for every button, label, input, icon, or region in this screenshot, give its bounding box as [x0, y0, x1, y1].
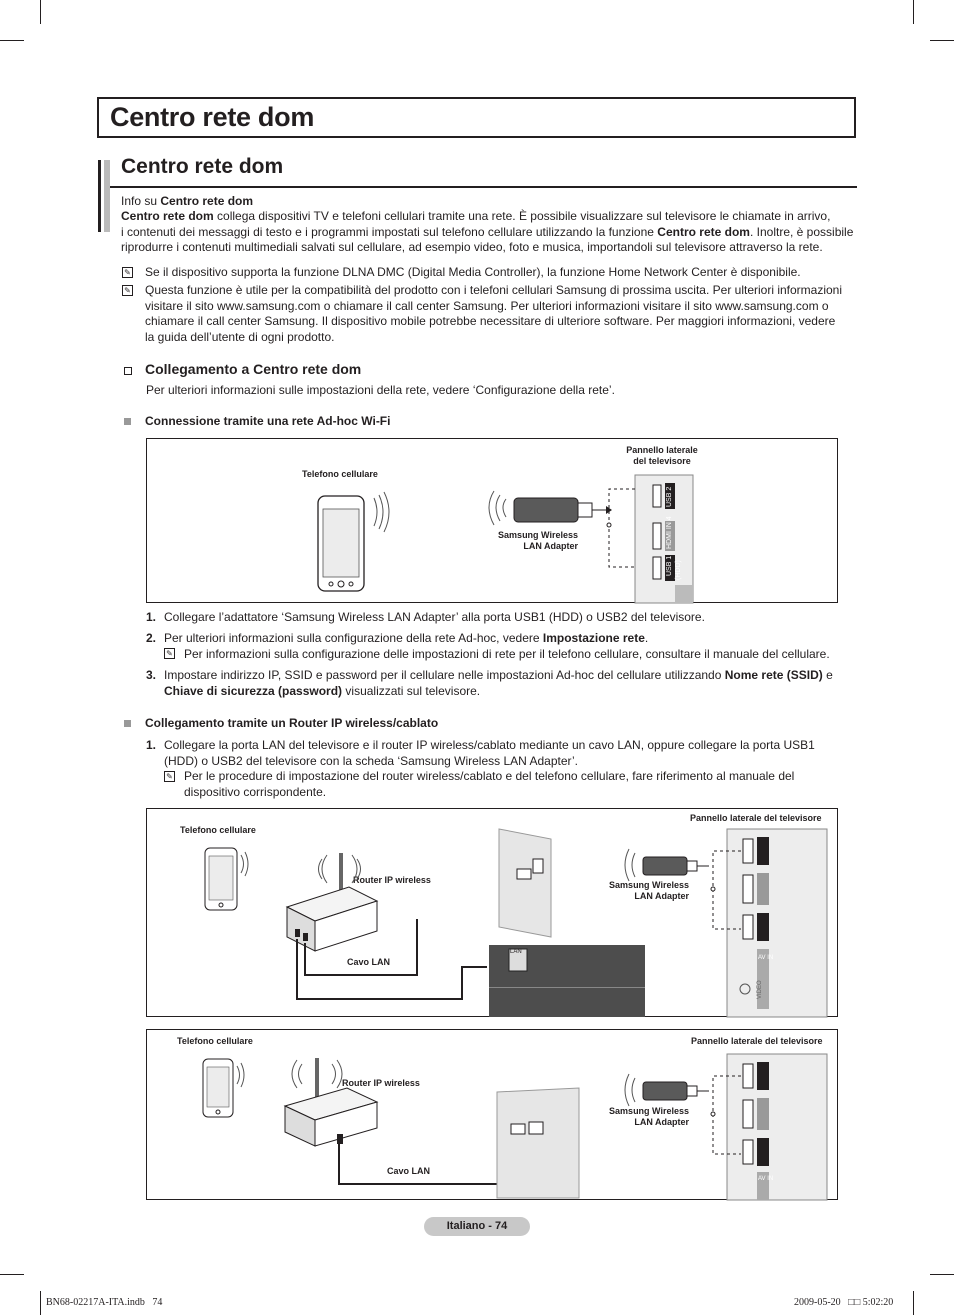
- info-para-line2-bold: Centro rete dom: [657, 224, 750, 239]
- step-number: 1.: [146, 738, 157, 752]
- note-2-line: visitare il sito www.samsung.com o chiamare il call center Samsung. Per ulteriori informazioni visitare il sito www.samsung.com o: [145, 298, 829, 313]
- note-1: Se il dispositivo supporta la funzione DLNA DMC (Digital Media Controller), la funzione Home Network Center è disponibile.: [145, 265, 801, 279]
- router-diagram-2: [146, 1029, 838, 1200]
- note-2-line: Questa funzione è utile per la compatibilità del prodotto con i telefoni cellulari Samsung di prossima uscita. Per ulteriori informazioni: [145, 283, 843, 297]
- section-title: Centro rete dom: [121, 155, 284, 178]
- router-step-1: [164, 738, 864, 769]
- router-note-line: Per le procedure di impostazione del router wireless/cablato e del telefono cellulare, fare riferimento al manuale del: [184, 769, 795, 783]
- tv-side-panel: [705, 829, 835, 1017]
- section-bar: [98, 160, 101, 232]
- router-label: Router IP wireless: [353, 875, 431, 885]
- adhoc-title: Connessione tramite una rete Ad-hoc Wi-Fi: [145, 414, 391, 428]
- panel-label: Pannello laterale del televisore: [691, 1036, 823, 1046]
- adhoc-step-3-end: e: [822, 668, 833, 682]
- info-para-line2: i contenuti dei messaggi di testo e i programmi impostati sul telefono cellulare utilizzando la funzione: [121, 224, 658, 239]
- adhoc-step-3-bold: Nome rete (SSID): [724, 668, 823, 682]
- info-para-line1: collega dispositivi TV e telefoni cellulari tramite una rete. È possibile visualizzare sul televisore le chiamate in arrivo,: [213, 209, 831, 223]
- info-para-line2-end: . Inoltre, è possibile: [749, 224, 854, 239]
- router-diagram-1: [146, 808, 838, 1017]
- adhoc-step-2-end: .: [644, 631, 649, 645]
- header-title: Centro rete dom: [110, 102, 315, 132]
- adapter-label-line: LAN Adapter: [634, 891, 689, 901]
- section-rule: [110, 186, 857, 188]
- adhoc-step-1: Collegare l’adattatore ‘Samsung Wireless LAN Adapter’ alla porta USB1 (HDD) o USB2 del televisore.: [164, 610, 705, 624]
- info-para-line3: riprodurre i contenuti multimediali salvati sul cellulare, ad esempio video, foto e musica, importandoli sul televisore attraverso la rete.: [121, 240, 823, 255]
- port-hdd: (HDD): [675, 560, 682, 580]
- adhoc-step-2-text: Per ulteriori informazioni sulla configurazione della rete Ad-hoc, vedere: [164, 631, 543, 645]
- phone-label: Telefono cellulare: [177, 1036, 253, 1046]
- info-paragraph: [121, 209, 861, 256]
- router-note-line: dispositivo corrispondente.: [184, 784, 327, 799]
- footer-file: BN68-02217A-ITA.indb 74: [46, 1297, 163, 1308]
- info-label-bold: Centro rete dom: [160, 194, 254, 208]
- panel-label-line: Pannello laterale: [626, 445, 698, 455]
- phone-icon: [202, 1058, 272, 1124]
- port-hdmi: HDMI IN 4: [666, 516, 673, 549]
- adhoc-step-2: [164, 631, 648, 647]
- step-number: 1.: [146, 610, 157, 624]
- port-usb2: USB 2: [666, 486, 673, 507]
- info-para-bold: Centro rete dom: [121, 209, 214, 223]
- cable-label: Cavo LAN: [387, 1166, 431, 1176]
- router-step-note: [184, 769, 864, 800]
- step-number: 3.: [146, 668, 157, 682]
- cable-label: Cavo LAN: [347, 957, 391, 967]
- adapter-label: [492, 530, 578, 552]
- adhoc-step-3: [164, 668, 864, 699]
- panel-label-line: del televisore: [633, 456, 691, 466]
- checkbox-bullet: [124, 367, 132, 375]
- footer-date: 2009-05-20 □□ 5:02:20: [794, 1297, 894, 1308]
- adhoc-step-3-bold2: Chiave di sicurezza (password): [164, 683, 343, 698]
- section-bar-shade: [104, 160, 110, 232]
- tv-side-panel: [605, 475, 695, 603]
- router-icon: [267, 849, 507, 1009]
- note-2-line: la guida dell’utente di ogni prodotto.: [145, 329, 335, 344]
- info-label-prefix: Info su: [121, 194, 161, 208]
- port-usb1: USB 1: [666, 555, 673, 576]
- router-title: Collegamento tramite un Router IP wireless/cablato: [145, 716, 439, 730]
- adapter-label: [595, 1106, 689, 1128]
- router-step-line: Collegare la porta LAN del televisore e il router IP wireless/cablato mediante un cavo LAN, oppure collegare la porta USB1: [164, 738, 815, 752]
- step-number: 2.: [146, 631, 157, 645]
- av-in-label: AV IN: [758, 955, 774, 961]
- panel-label: Pannello laterale del televisore: [690, 813, 822, 823]
- router-step-line: (HDD) o USB2 del televisore con la scheda ‘Samsung Wireless LAN Adapter’.: [164, 753, 578, 768]
- adapter-label-line: Samsung Wireless: [609, 1106, 689, 1116]
- subsection-title: Collegamento a Centro rete dom: [145, 361, 362, 377]
- adapter-label-line: Samsung Wireless: [609, 880, 689, 890]
- header-box: [97, 97, 856, 138]
- wall-socket-icon: [497, 1088, 587, 1200]
- adapter-label-line: Samsung Wireless: [498, 530, 578, 540]
- adhoc-diagram: [146, 438, 838, 603]
- square-bullet: [124, 418, 131, 425]
- adapter-label-line: LAN Adapter: [634, 1117, 689, 1127]
- video-label: VIDEO: [757, 980, 763, 999]
- adapter-label-line: LAN Adapter: [523, 541, 578, 551]
- wall-socket-icon: [499, 829, 559, 939]
- note-icon: ✎: [164, 771, 175, 782]
- phone-label: Telefono cellulare: [180, 825, 256, 835]
- phone-icon: [317, 495, 367, 595]
- router-label: Router IP wireless: [342, 1078, 420, 1088]
- lan-port-label: LAN: [510, 949, 522, 955]
- note-icon: ✎: [122, 267, 133, 278]
- page-number: Italiano - 74: [424, 1217, 530, 1236]
- info-label: [121, 194, 253, 210]
- adhoc-step-2-note: Per informazioni sulla configurazione delle impostazioni di rete per il telefono cellulare, consultare il manuale del cellulare.: [184, 647, 830, 661]
- phone-label: Telefono cellulare: [302, 469, 378, 479]
- wifi-waves-icon: [372, 494, 392, 530]
- adhoc-step-3-text: Impostare indirizzo IP, SSID e password per il cellulare nelle impostazioni Ad-hoc del cellulare utilizzando: [164, 668, 725, 682]
- subsection-text: Per ulteriori informazioni sulle impostazioni della rete, vedere ‘Configurazione della rete’.: [146, 383, 615, 397]
- note-icon: ✎: [164, 648, 175, 659]
- note-2: [145, 283, 865, 345]
- square-bullet: [124, 720, 131, 727]
- note-icon: ✎: [122, 285, 133, 296]
- phone-icon: [204, 847, 274, 913]
- adapter-label: [595, 880, 689, 902]
- adhoc-step-3-end2: visualizzati sul televisore.: [342, 683, 481, 698]
- note-2-line: chiamare il call center Samsung. Il dispositivo mobile potrebbe necessitare di ulteriore software. Per maggiori informazioni, vedere: [145, 314, 836, 329]
- av-in-label: AV IN: [758, 1176, 774, 1182]
- panel-label: [617, 445, 707, 467]
- wireless-adapter-icon: [482, 489, 612, 529]
- adhoc-step-2-bold: Impostazione rete: [542, 631, 645, 645]
